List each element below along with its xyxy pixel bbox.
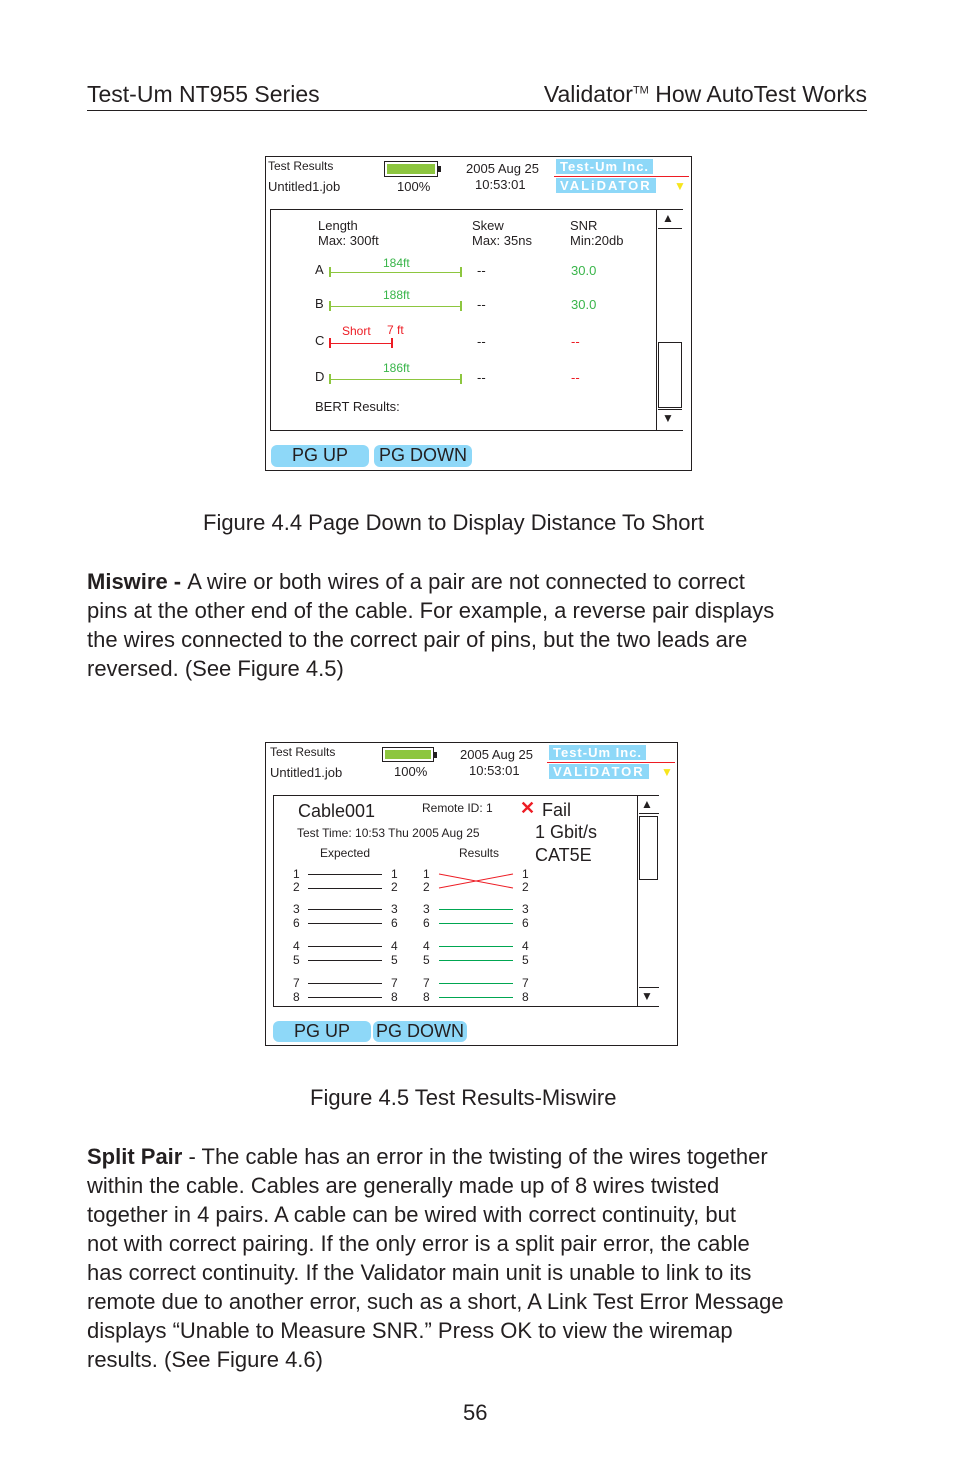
pin-number: 5 xyxy=(423,953,430,967)
cable-category: CAT5E xyxy=(535,845,592,865)
fail-status: Fail xyxy=(542,800,572,820)
remote-id: Remote ID: 1 xyxy=(422,801,493,815)
short-fault-label: Short xyxy=(342,324,371,338)
battery-percent: 100% xyxy=(397,179,431,194)
paragraph-line: A wire or both wires of a pair are not connected to correct xyxy=(187,569,745,594)
expected-wire xyxy=(308,923,382,924)
scroll-thumb[interactable] xyxy=(658,342,682,408)
screen-title: Test Results xyxy=(268,159,334,173)
paragraph-line: remote due to another error, such as a short, A Link Test Error Message xyxy=(87,1289,784,1314)
scroll-track-bottom xyxy=(639,987,659,988)
header-rule xyxy=(87,110,867,111)
pair-snr: 30.0 xyxy=(571,263,597,278)
brand-test-um: Test-Um Inc. xyxy=(549,745,646,760)
result-wire xyxy=(439,946,513,947)
expected-label: Expected xyxy=(320,846,371,860)
expected-wire xyxy=(308,909,382,910)
pin-number: 4 xyxy=(522,939,529,953)
pair-skew: -- xyxy=(477,334,486,349)
screen-title: Test Results xyxy=(270,745,336,759)
pin-number: 4 xyxy=(423,939,430,953)
paragraph-line: reversed. (See Figure 4.5) xyxy=(87,656,344,681)
pg-up-button[interactable]: PG UP xyxy=(273,1021,371,1042)
pin-number: 6 xyxy=(293,916,300,930)
date: 2005 Aug 25 xyxy=(460,747,534,762)
skew-max: Max: 35ns xyxy=(472,233,532,248)
miswire-term: Miswire - xyxy=(87,569,188,594)
paragraph-line: the wires connected to the correct pair of pins, but the two leads are xyxy=(87,627,748,652)
bar-tick xyxy=(329,267,331,277)
brand-validator: VALiDATOR xyxy=(556,178,656,193)
paragraph-line: displays “Unable to Measure SNR.” Press OK to view the wiremap xyxy=(87,1318,733,1343)
expected-wire xyxy=(308,997,382,998)
pair-skew: -- xyxy=(477,297,486,312)
snr-min: Min:20db xyxy=(570,233,624,248)
job-name: Untitled1.job xyxy=(270,765,343,780)
pin-number: 8 xyxy=(293,990,300,1004)
pin-number: 5 xyxy=(293,953,300,967)
brand-test-um: Test-Um Inc. xyxy=(556,159,653,174)
miswire-paragraph xyxy=(87,567,877,683)
short-bar xyxy=(329,343,392,344)
pin-number: 8 xyxy=(391,990,398,1004)
pin-number: 2 xyxy=(522,880,529,894)
result-wire xyxy=(439,960,513,961)
result-wire xyxy=(439,997,513,998)
menu-triangle-icon[interactable]: ▼ xyxy=(661,765,673,779)
expected-wire xyxy=(308,983,382,984)
expected-wire xyxy=(308,946,382,947)
skew-label: Skew xyxy=(472,218,504,233)
brand-divider xyxy=(547,762,675,763)
paragraph-line: pins at the other end of the cable. For example, a reverse pair displays xyxy=(87,598,775,623)
pair-skew: -- xyxy=(477,263,486,278)
pin-number: 2 xyxy=(391,880,398,894)
split-pair-term: Split Pair xyxy=(87,1144,183,1169)
brand-divider xyxy=(554,176,689,177)
pair-snr: 30.0 xyxy=(571,297,597,312)
job-name: Untitled1.job xyxy=(268,179,341,194)
paragraph-line: - The cable has an error in the twisting of the wires together xyxy=(182,1144,768,1169)
time: 10:53:01 xyxy=(469,763,520,778)
snr-label: SNR xyxy=(570,218,598,233)
length-label: Length xyxy=(318,218,358,233)
header-section-name: How AutoTest Works xyxy=(648,81,867,107)
wiremap-panel xyxy=(273,795,659,1007)
pin-number: 3 xyxy=(423,902,430,916)
pin-number: 1 xyxy=(522,867,529,881)
date: 2005 Aug 25 xyxy=(466,161,540,176)
scroll-down-arrow-icon[interactable]: ▼ xyxy=(641,989,653,1003)
pair-label: A xyxy=(315,262,324,277)
pin-number: 8 xyxy=(423,990,430,1004)
figure-4-4-screen xyxy=(265,156,692,471)
menu-triangle-icon[interactable]: ▼ xyxy=(674,179,686,193)
figure-4-5-caption: Figure 4.5 Test Results-Miswire xyxy=(310,1085,617,1110)
bar-tick xyxy=(329,374,331,384)
pin-number: 4 xyxy=(293,939,300,953)
pg-down-button[interactable]: PG DOWN xyxy=(374,445,472,467)
distance-to-short: 7 ft xyxy=(387,323,404,337)
length-bar xyxy=(329,272,461,273)
pg-down-button[interactable]: PG DOWN xyxy=(373,1021,467,1042)
bar-tick xyxy=(460,374,462,384)
pin-number: 3 xyxy=(293,902,300,916)
pair-label: C xyxy=(315,333,325,348)
figure-4-4-caption: Figure 4.4 Page Down to Display Distance To Short xyxy=(203,510,704,535)
pin-number: 5 xyxy=(391,953,398,967)
paragraph-line: within the cable. Cables are generally made up of 8 wires twisted xyxy=(87,1173,720,1198)
running-header-title: Test-Um NT955 Series xyxy=(87,81,320,107)
pair-skew: -- xyxy=(477,370,486,385)
expected-wire xyxy=(308,888,382,889)
scroll-down-arrow-icon[interactable]: ▼ xyxy=(662,411,674,425)
results-panel xyxy=(270,209,683,431)
paragraph-line: has correct continuity. If the Validator main unit is unable to link to its xyxy=(87,1260,752,1285)
scroll-up-arrow-icon[interactable]: ▲ xyxy=(662,211,674,225)
paragraph-line: not with correct pairing. If the only error is a split pair error, the cable xyxy=(87,1231,750,1256)
scroll-track-bottom xyxy=(658,409,682,410)
pin-number: 1 xyxy=(423,867,430,881)
page-number: 56 xyxy=(463,1400,488,1425)
fail-x-icon: ✕ xyxy=(520,798,536,818)
vertical-scrollbar[interactable] xyxy=(637,796,659,1006)
pin-number: 6 xyxy=(522,916,529,930)
scroll-track-top xyxy=(658,228,682,229)
pair-length: 188ft xyxy=(383,288,410,302)
pin-number: 2 xyxy=(423,880,430,894)
reversed-pair-wires xyxy=(437,870,515,892)
pin-number: 1 xyxy=(391,867,398,881)
battery-icon xyxy=(384,161,438,177)
results-label: Results xyxy=(459,846,500,860)
test-time: Test Time: 10:53 Thu 2005 Aug 25 xyxy=(297,826,480,840)
bar-tick xyxy=(329,301,331,311)
bar-tick xyxy=(460,267,462,277)
pair-label: B xyxy=(315,296,324,311)
length-bar xyxy=(329,306,461,307)
pin-number: 7 xyxy=(423,976,430,990)
pin-number: 2 xyxy=(293,880,300,894)
pin-number: 6 xyxy=(423,916,430,930)
result-wire xyxy=(439,983,513,984)
battery-icon xyxy=(382,747,434,762)
running-header-section xyxy=(544,81,867,108)
trademark-mark: TM xyxy=(632,84,649,97)
split-pair-paragraph xyxy=(87,1142,877,1374)
bar-tick xyxy=(391,338,393,348)
pair-length: 186ft xyxy=(383,361,410,375)
link-speed: 1 Gbit/s xyxy=(535,822,598,842)
pin-number: 4 xyxy=(391,939,398,953)
pair-snr: -- xyxy=(571,370,580,385)
pair-label: D xyxy=(315,369,325,384)
pair-length: 184ft xyxy=(383,256,410,270)
result-wire xyxy=(439,923,513,924)
pin-number: 1 xyxy=(293,867,300,881)
length-bar xyxy=(329,379,461,380)
pin-number: 5 xyxy=(522,953,529,967)
cable-name: Cable001 xyxy=(298,801,376,821)
brand-validator: VALiDATOR xyxy=(549,764,649,779)
expected-wire xyxy=(308,874,382,875)
pin-number: 7 xyxy=(391,976,398,990)
paragraph-line: results. (See Figure 4.6) xyxy=(87,1347,323,1372)
bar-tick xyxy=(460,301,462,311)
expected-wire xyxy=(308,960,382,961)
vertical-scrollbar[interactable] xyxy=(656,210,683,430)
pg-up-button[interactable]: PG UP xyxy=(271,445,369,467)
figure-4-5-screen xyxy=(265,742,678,1046)
pair-snr: -- xyxy=(571,334,580,349)
paragraph-line: together in 4 pairs. A cable can be wired with correct continuity, but xyxy=(87,1202,736,1227)
pin-number: 3 xyxy=(522,902,529,916)
scroll-thumb[interactable] xyxy=(639,816,658,880)
header-validator: Validator xyxy=(543,81,633,107)
scroll-track-top xyxy=(639,813,659,814)
pin-number: 8 xyxy=(522,990,529,1004)
bar-tick xyxy=(329,338,331,348)
time: 10:53:01 xyxy=(475,177,526,192)
pin-number: 3 xyxy=(391,902,398,916)
length-max: Max: 300ft xyxy=(318,233,379,248)
pin-number: 7 xyxy=(293,976,300,990)
pin-number: 7 xyxy=(522,976,529,990)
pin-number: 6 xyxy=(391,916,398,930)
result-wire xyxy=(439,909,513,910)
scroll-up-arrow-icon[interactable]: ▲ xyxy=(641,797,653,811)
battery-percent: 100% xyxy=(394,764,428,779)
bert-results-label: BERT Results: xyxy=(315,399,400,414)
